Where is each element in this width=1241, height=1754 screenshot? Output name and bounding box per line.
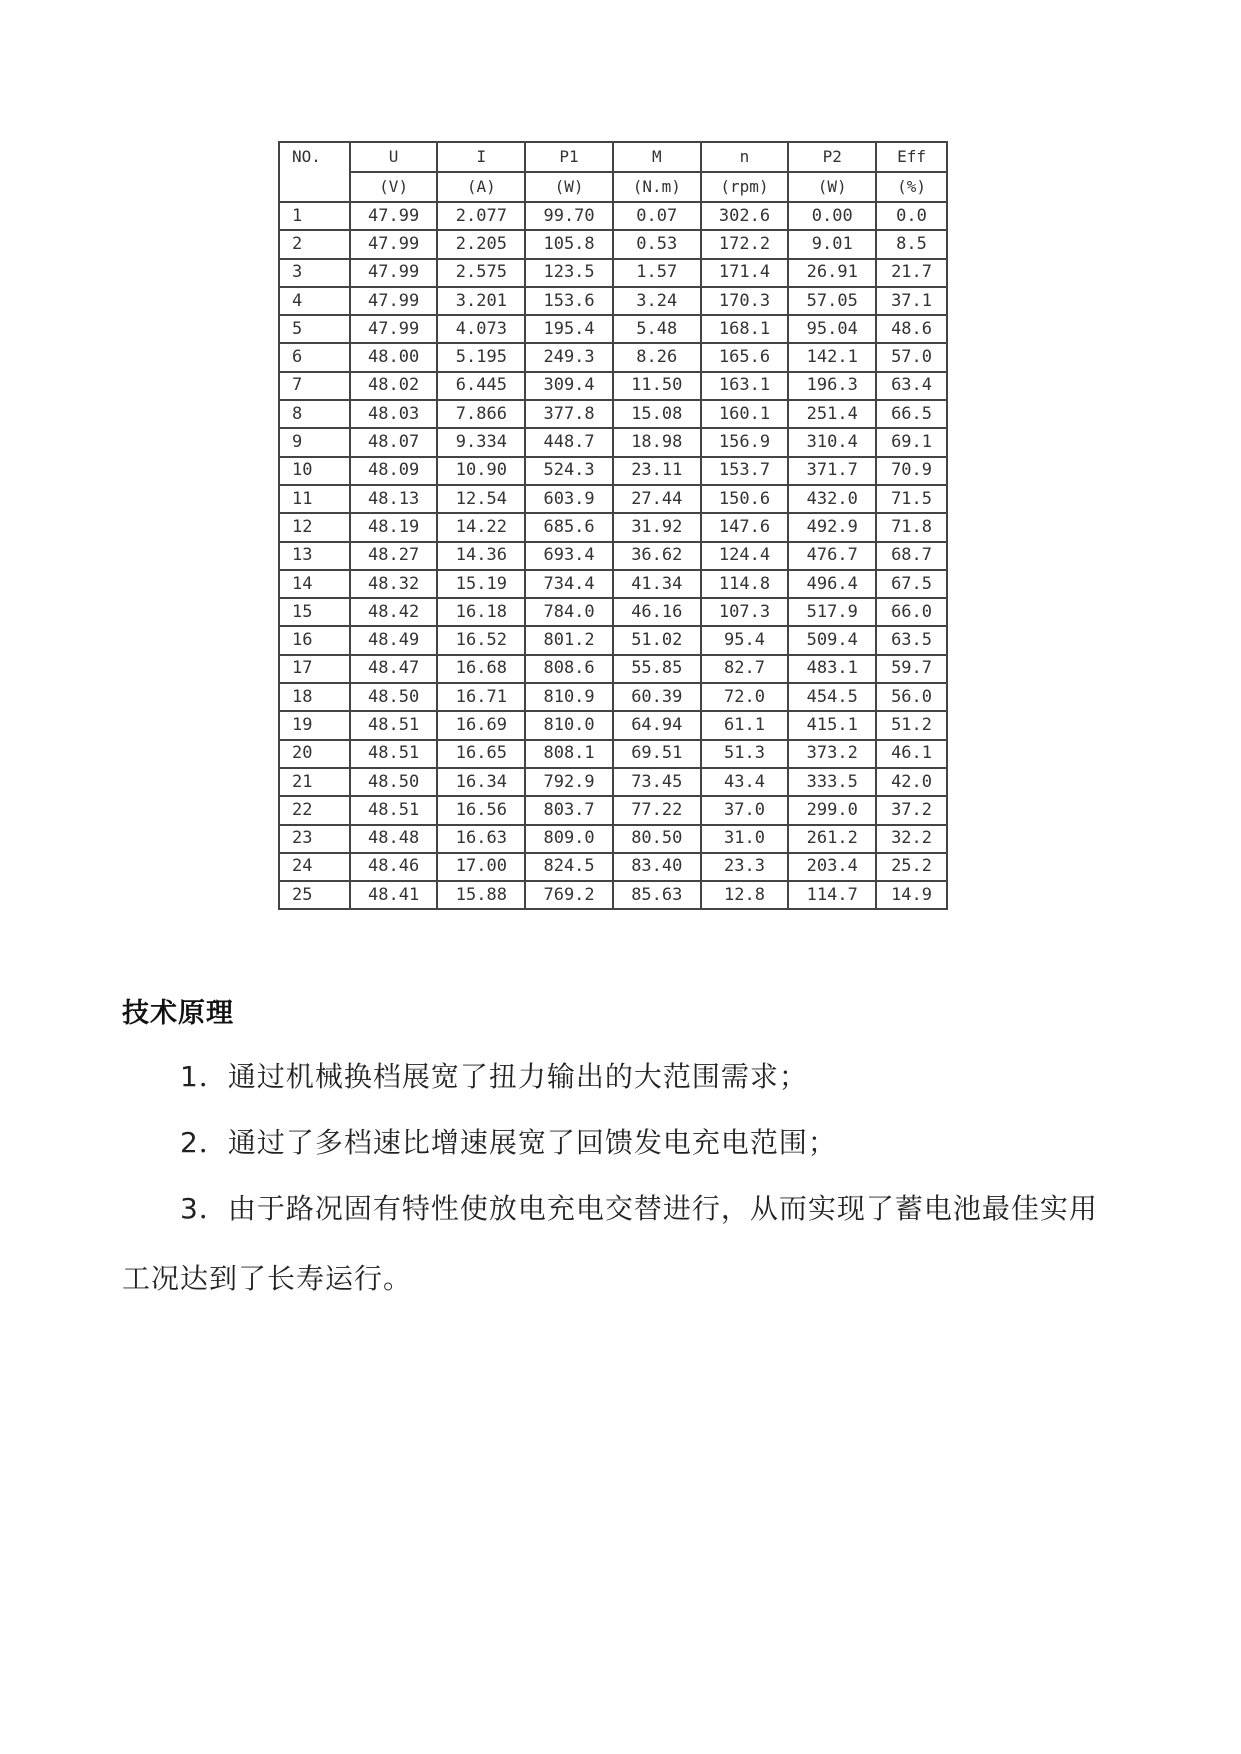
cell-eff: 42.0 — [876, 768, 947, 796]
cell-u: 48.46 — [350, 853, 438, 881]
cell-no: 18 — [279, 683, 350, 711]
cell-p1: 810.0 — [525, 711, 613, 739]
cell-n: 171.4 — [701, 259, 789, 287]
cell-p2: 333.5 — [788, 768, 876, 796]
cell-no: 15 — [279, 598, 350, 626]
cell-m: 23.11 — [613, 457, 701, 485]
cell-i: 3.201 — [437, 287, 525, 315]
cell-m: 0.53 — [613, 230, 701, 258]
cell-p1: 808.1 — [525, 740, 613, 768]
cell-u: 48.19 — [350, 513, 438, 541]
cell-n: 61.1 — [701, 711, 789, 739]
cell-no: 5 — [279, 315, 350, 343]
principle-item-1: 1．通过机械换档展宽了扭力输出的大范围需求； — [180, 1060, 808, 1093]
cell-p1: 153.6 — [525, 287, 613, 315]
cell-no: 23 — [279, 825, 350, 853]
cell-u: 48.41 — [350, 881, 438, 909]
header-i — [437, 142, 525, 172]
cell-m: 18.98 — [613, 428, 701, 456]
cell-eff: 71.8 — [876, 513, 947, 541]
header-u — [350, 142, 438, 172]
cell-n: 114.8 — [701, 570, 789, 598]
table-row — [279, 853, 947, 881]
cell-p1: 824.5 — [525, 853, 613, 881]
cell-eff: 21.7 — [876, 259, 947, 287]
principle-item-3: 3．由于路况固有特性使放电充电交替进行，从而实现了蓄电池最佳实用工况达到了长寿运行。 — [122, 1192, 1098, 1295]
cell-eff: 56.0 — [876, 683, 947, 711]
cell-i: 10.90 — [437, 457, 525, 485]
header-p1 — [525, 142, 613, 172]
cell-i: 16.34 — [437, 768, 525, 796]
header-no: NO. — [279, 142, 350, 202]
cell-n: 170.3 — [701, 287, 789, 315]
cell-eff: 8.5 — [876, 230, 947, 258]
cell-no: 4 — [279, 287, 350, 315]
cell-eff: 0.0 — [876, 202, 947, 230]
cell-eff: 51.2 — [876, 711, 947, 739]
cell-n: 165.6 — [701, 343, 789, 371]
cell-n: 95.4 — [701, 626, 789, 654]
table-row — [279, 683, 947, 711]
cell-n: 302.6 — [701, 202, 789, 230]
table-row — [279, 513, 947, 541]
cell-i: 2.205 — [437, 230, 525, 258]
cell-u: 47.99 — [350, 315, 438, 343]
cell-p1: 195.4 — [525, 315, 613, 343]
cell-eff: 59.7 — [876, 655, 947, 683]
table-row — [279, 259, 947, 287]
cell-i: 16.65 — [437, 740, 525, 768]
header-p1-label: P1 — [559, 147, 579, 166]
section-title: 技术原理 — [122, 998, 234, 1029]
cell-p2: 483.1 — [788, 655, 876, 683]
cell-p2: 251.4 — [788, 400, 876, 428]
cell-i: 17.00 — [437, 853, 525, 881]
header-p2-unit: (W) — [788, 172, 876, 202]
cell-eff: 37.2 — [876, 796, 947, 824]
cell-m: 60.39 — [613, 683, 701, 711]
cell-n: 160.1 — [701, 400, 789, 428]
cell-p1: 448.7 — [525, 428, 613, 456]
cell-p2: 371.7 — [788, 457, 876, 485]
cell-eff: 25.2 — [876, 853, 947, 881]
cell-eff: 68.7 — [876, 542, 947, 570]
cell-eff: 48.6 — [876, 315, 947, 343]
cell-p2: 142.1 — [788, 343, 876, 371]
cell-i: 2.077 — [437, 202, 525, 230]
table-row — [279, 400, 947, 428]
cell-u: 48.48 — [350, 825, 438, 853]
cell-p2: 517.9 — [788, 598, 876, 626]
cell-eff: 66.0 — [876, 598, 947, 626]
cell-i: 14.36 — [437, 542, 525, 570]
cell-p2: 454.5 — [788, 683, 876, 711]
cell-m: 46.16 — [613, 598, 701, 626]
cell-m: 85.63 — [613, 881, 701, 909]
cell-u: 48.51 — [350, 796, 438, 824]
cell-p2: 261.2 — [788, 825, 876, 853]
cell-eff: 63.4 — [876, 372, 947, 400]
cell-no: 25 — [279, 881, 350, 909]
cell-u: 47.99 — [350, 287, 438, 315]
table-row — [279, 372, 947, 400]
table-header-row-units — [279, 142, 947, 172]
cell-no: 9 — [279, 428, 350, 456]
cell-n: 153.7 — [701, 457, 789, 485]
cell-u: 48.51 — [350, 740, 438, 768]
cell-p2: 310.4 — [788, 428, 876, 456]
cell-i: 12.54 — [437, 485, 525, 513]
cell-p1: 734.4 — [525, 570, 613, 598]
cell-no: 10 — [279, 457, 350, 485]
cell-u: 47.99 — [350, 230, 438, 258]
cell-p1: 801.2 — [525, 626, 613, 654]
cell-u: 48.47 — [350, 655, 438, 683]
cell-m: 8.26 — [613, 343, 701, 371]
cell-u: 48.50 — [350, 683, 438, 711]
table-row — [279, 428, 947, 456]
cell-n: 43.4 — [701, 768, 789, 796]
table-row — [279, 768, 947, 796]
cell-p2: 196.3 — [788, 372, 876, 400]
cell-no: 11 — [279, 485, 350, 513]
cell-p1: 123.5 — [525, 259, 613, 287]
cell-eff: 32.2 — [876, 825, 947, 853]
cell-u: 48.00 — [350, 343, 438, 371]
cell-n: 82.7 — [701, 655, 789, 683]
principle-item-2: 2．通过了多档速比增速展宽了回馈发电充电范围； — [180, 1126, 837, 1159]
cell-no: 3 — [279, 259, 350, 287]
cell-m: 51.02 — [613, 626, 701, 654]
cell-m: 11.50 — [613, 372, 701, 400]
cell-p1: 693.4 — [525, 542, 613, 570]
header-m-label: M — [651, 147, 662, 166]
header-eff-label: Eff — [897, 147, 926, 166]
cell-p1: 808.6 — [525, 655, 613, 683]
cell-p1: 784.0 — [525, 598, 613, 626]
cell-eff: 69.1 — [876, 428, 947, 456]
cell-m: 41.34 — [613, 570, 701, 598]
table-row — [279, 740, 947, 768]
cell-eff: 46.1 — [876, 740, 947, 768]
cell-p2: 415.1 — [788, 711, 876, 739]
cell-u: 48.51 — [350, 711, 438, 739]
cell-p2: 114.7 — [788, 881, 876, 909]
header-m-unit: (N.m) — [613, 172, 701, 202]
cell-p2: 0.00 — [788, 202, 876, 230]
table-row — [279, 343, 947, 371]
cell-m: 36.62 — [613, 542, 701, 570]
cell-p1: 105.8 — [525, 230, 613, 258]
cell-n: 23.3 — [701, 853, 789, 881]
cell-m: 64.94 — [613, 711, 701, 739]
cell-p1: 309.4 — [525, 372, 613, 400]
cell-n: 31.0 — [701, 825, 789, 853]
cell-p1: 809.0 — [525, 825, 613, 853]
cell-m: 0.07 — [613, 202, 701, 230]
cell-i: 16.69 — [437, 711, 525, 739]
header-n — [701, 142, 789, 172]
cell-no: 16 — [279, 626, 350, 654]
cell-m: 31.92 — [613, 513, 701, 541]
cell-u: 48.27 — [350, 542, 438, 570]
cell-no: 7 — [279, 372, 350, 400]
cell-no: 17 — [279, 655, 350, 683]
cell-i: 16.18 — [437, 598, 525, 626]
cell-i: 16.71 — [437, 683, 525, 711]
cell-no: 21 — [279, 768, 350, 796]
header-i-unit: (A) — [437, 172, 525, 202]
header-p2-label: P2 — [822, 147, 842, 166]
cell-i: 16.68 — [437, 655, 525, 683]
cell-u: 48.32 — [350, 570, 438, 598]
cell-u: 47.99 — [350, 259, 438, 287]
cell-no: 12 — [279, 513, 350, 541]
cell-m: 69.51 — [613, 740, 701, 768]
cell-i: 15.19 — [437, 570, 525, 598]
cell-u: 48.50 — [350, 768, 438, 796]
motor-test-data-table — [278, 141, 948, 910]
cell-i: 15.88 — [437, 881, 525, 909]
cell-i: 5.195 — [437, 343, 525, 371]
cell-i: 7.866 — [437, 400, 525, 428]
cell-m: 15.08 — [613, 400, 701, 428]
cell-i: 14.22 — [437, 513, 525, 541]
cell-i: 16.63 — [437, 825, 525, 853]
cell-n: 150.6 — [701, 485, 789, 513]
table-row — [279, 825, 947, 853]
cell-eff: 67.5 — [876, 570, 947, 598]
cell-no: 22 — [279, 796, 350, 824]
cell-no: 1 — [279, 202, 350, 230]
header-i-label: I — [476, 147, 487, 166]
cell-no: 2 — [279, 230, 350, 258]
header-p2 — [788, 142, 876, 172]
cell-no: 14 — [279, 570, 350, 598]
cell-p1: 249.3 — [525, 343, 613, 371]
table-row — [279, 881, 947, 909]
cell-m: 80.50 — [613, 825, 701, 853]
cell-p1: 377.8 — [525, 400, 613, 428]
cell-i: 4.073 — [437, 315, 525, 343]
cell-no: 6 — [279, 343, 350, 371]
cell-eff: 71.5 — [876, 485, 947, 513]
cell-m: 83.40 — [613, 853, 701, 881]
cell-n: 51.3 — [701, 740, 789, 768]
cell-eff: 63.5 — [876, 626, 947, 654]
table-row — [279, 287, 947, 315]
cell-p1: 810.9 — [525, 683, 613, 711]
cell-m: 77.22 — [613, 796, 701, 824]
header-n-label: n — [739, 147, 750, 166]
cell-p2: 57.05 — [788, 287, 876, 315]
table-row — [279, 598, 947, 626]
cell-eff: 57.0 — [876, 343, 947, 371]
header-u-unit: (V) — [350, 172, 438, 202]
table-row — [279, 655, 947, 683]
table-body — [279, 202, 947, 909]
cell-n: 12.8 — [701, 881, 789, 909]
cell-i: 16.56 — [437, 796, 525, 824]
cell-m: 1.57 — [613, 259, 701, 287]
cell-p2: 476.7 — [788, 542, 876, 570]
header-eff-unit: (%) — [876, 172, 947, 202]
table-row — [279, 626, 947, 654]
cell-p1: 792.9 — [525, 768, 613, 796]
cell-p1: 603.9 — [525, 485, 613, 513]
cell-i: 9.334 — [437, 428, 525, 456]
cell-p1: 524.3 — [525, 457, 613, 485]
table-header — [279, 142, 947, 202]
cell-m: 73.45 — [613, 768, 701, 796]
cell-p2: 9.01 — [788, 230, 876, 258]
header-m — [613, 142, 701, 172]
cell-eff: 37.1 — [876, 287, 947, 315]
cell-p2: 432.0 — [788, 485, 876, 513]
table-header-row-units-2 — [279, 172, 947, 202]
cell-no: 24 — [279, 853, 350, 881]
cell-u: 48.42 — [350, 598, 438, 626]
table-row — [279, 315, 947, 343]
cell-u: 48.03 — [350, 400, 438, 428]
cell-n: 124.4 — [701, 542, 789, 570]
table-row — [279, 570, 947, 598]
cell-i: 6.445 — [437, 372, 525, 400]
cell-u: 48.02 — [350, 372, 438, 400]
cell-n: 147.6 — [701, 513, 789, 541]
cell-p1: 99.70 — [525, 202, 613, 230]
cell-n: 72.0 — [701, 683, 789, 711]
cell-p2: 496.4 — [788, 570, 876, 598]
table-row — [279, 796, 947, 824]
cell-p2: 95.04 — [788, 315, 876, 343]
cell-p2: 492.9 — [788, 513, 876, 541]
table-row — [279, 230, 947, 258]
cell-eff: 70.9 — [876, 457, 947, 485]
cell-p1: 769.2 — [525, 881, 613, 909]
cell-p2: 203.4 — [788, 853, 876, 881]
cell-m: 5.48 — [613, 315, 701, 343]
cell-m: 27.44 — [613, 485, 701, 513]
cell-eff: 66.5 — [876, 400, 947, 428]
cell-i: 2.575 — [437, 259, 525, 287]
cell-u: 48.09 — [350, 457, 438, 485]
cell-no: 19 — [279, 711, 350, 739]
cell-no: 13 — [279, 542, 350, 570]
cell-no: 8 — [279, 400, 350, 428]
header-p1-unit: (W) — [525, 172, 613, 202]
cell-u: 47.99 — [350, 202, 438, 230]
cell-p2: 299.0 — [788, 796, 876, 824]
table-row — [279, 457, 947, 485]
header-eff — [876, 142, 947, 172]
cell-p1: 803.7 — [525, 796, 613, 824]
cell-u: 48.49 — [350, 626, 438, 654]
cell-p2: 26.91 — [788, 259, 876, 287]
table-row — [279, 485, 947, 513]
cell-n: 168.1 — [701, 315, 789, 343]
cell-p2: 373.2 — [788, 740, 876, 768]
cell-n: 163.1 — [701, 372, 789, 400]
cell-p1: 685.6 — [525, 513, 613, 541]
table-row — [279, 202, 947, 230]
header-u-label: U — [388, 147, 399, 166]
cell-m: 3.24 — [613, 287, 701, 315]
cell-u: 48.13 — [350, 485, 438, 513]
cell-m: 55.85 — [613, 655, 701, 683]
cell-n: 172.2 — [701, 230, 789, 258]
cell-u: 48.07 — [350, 428, 438, 456]
table-row — [279, 711, 947, 739]
cell-no: 20 — [279, 740, 350, 768]
cell-p2: 509.4 — [788, 626, 876, 654]
cell-n: 156.9 — [701, 428, 789, 456]
cell-i: 16.52 — [437, 626, 525, 654]
table-row — [279, 542, 947, 570]
cell-n: 37.0 — [701, 796, 789, 824]
cell-eff: 14.9 — [876, 881, 947, 909]
header-n-unit: (rpm) — [701, 172, 789, 202]
cell-n: 107.3 — [701, 598, 789, 626]
